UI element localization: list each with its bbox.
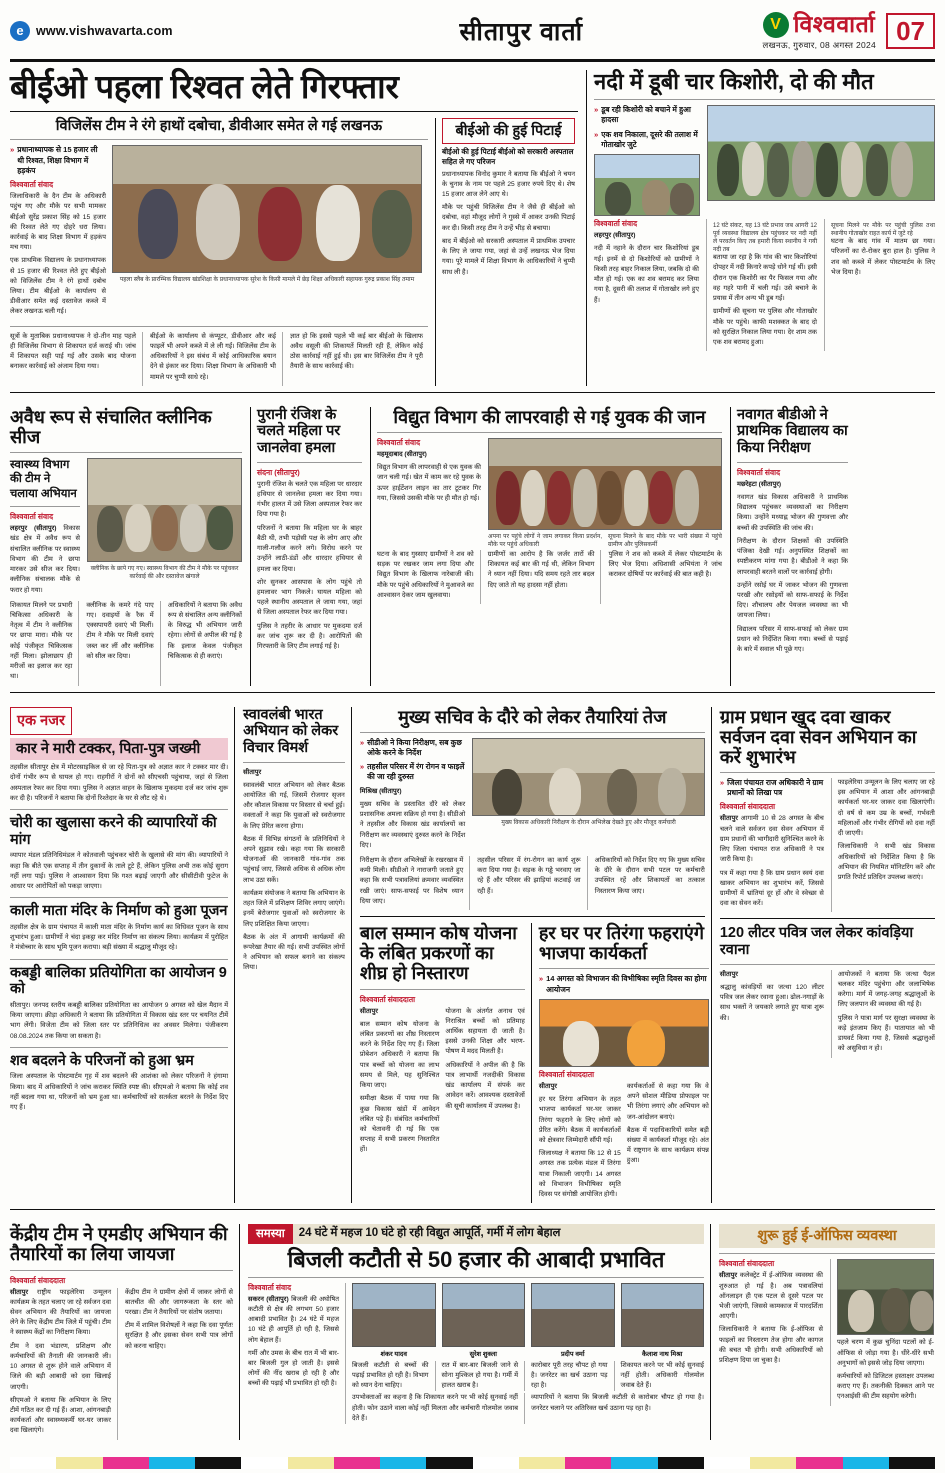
electric-story xyxy=(370,407,722,686)
cs-text-col2: निरीक्षण के दौरान अभिलेखों के रखरखाव में कमी मिली। सीडीओ ने नाराजगी जताते हुए कहा कि सभी पत्रावलियां क्रमवार व्यवस्थित रखी जाएं। साफ-सफाई पर विशेष ध्यान दिया जाए। xyxy=(359,856,464,905)
masthead xyxy=(10,0,935,62)
beating-text: प्रधानाध्यापक विनोद कुमार ने बताया कि बीईओ ने चयन के चुनाव के नाम पर पहले 25 हजार रुपये दिए थे। शेष 15 हजार आज लेने आए थे। मौके पर पहुंची विजिलेंस टीम ने जैसे ही बीईओ को दबोचा, वहां मौजूद लोगों ने गुस्से में आकर उनकी पिटाई कर दी। किसी तरह टीम ने उन्हें भीड़ से बचाया। बाद में बीईओ को सरकारी अस्पताल में प्राथमिक उपचार के लिए ले जाया गया, जहां से उन्हें लखनऊ भेज दिया गया। पूरे मामले में शिक्षा विभाग के आधिकारियों ने चुप्पी साध ली है। xyxy=(442,170,575,276)
mug-name-0: शंकर यादव xyxy=(380,1350,407,1358)
glance-headline-0: कार ने मारी टक्कर, पिता-पुत्र जख्मी xyxy=(16,740,201,757)
mug-photo-2 xyxy=(531,1283,615,1347)
tiranga-text-col1: सीतापुर हर घर तिरंगा अभियान के तहत भाजपा कार्यकर्ता घर-घर जाकर तिरंगा फहराने के लिए लोगों को प्रेरित करेंगे। बैठक में कार्यकर्ताओं को क्षेत्रवार जिम्मेदारी सौंपी गई। जिलाध्यक्ष ने बताया कि 12 से 15 अगस्त तक प्रत्येक मंडल में तिरंगा यात्रा निकाली जाएगी। 14 अगस्त को विभाजन विभीषिका स्मृति दिवस पर संगोष्ठी आयोजित होगी। xyxy=(538,1082,621,1199)
color-swatch xyxy=(658,1457,704,1469)
lead-text-col4: ज्ञात हो कि इससे पहले भी कई बार बीईओ के खिलाफ अवैध वसूली की शिकायतें मिलती रही हैं, लेकिन कोई ठोस कार्रवाई नहीं हुई थी। इस बार विजिलेंस टीम ने पूरी तैयारी के साथ कार्रवाई की। xyxy=(290,332,423,371)
right-stack xyxy=(720,707,935,1204)
clinic-byline: विश्ववार्ता संवाद xyxy=(10,512,54,522)
bdo-headline: नवागत बीडीओ ने प्राथमिक विद्यालय का किया निरीक्षण xyxy=(737,406,848,457)
site-url[interactable]: www.vishwavarta.com xyxy=(36,23,173,38)
color-swatch xyxy=(149,1457,195,1469)
swavlambi-headline: स्वावलंबी भारत अभियान को लेकर विचार विमर्श xyxy=(243,706,339,756)
cf-text-col1: सीतापुर बाल सम्मान कोष योजना के लंबित प्रकरणों का शीघ्र निस्तारण करने के निर्देश दिए गए हैं। जिला प्रोबेशन अधिकारी ने बताया कि पात्र बच्चों को योजना का लाभ समय से मिले, यह सुनिश्चित किया जाए। समीक्षा बैठक में पाया गया कि कुछ विकास खंडों में आवेदन लंबित पड़े हैं। संबंधित कर्मचारियों को चेतावनी दी गई कि एक सप्ताह में सभी प्रकरण निस्तारित हों। xyxy=(359,1007,440,1154)
problem-tag: समस्या xyxy=(248,1224,293,1243)
glance-headline-3: कबड्डी बालिका प्रतियोगिता का आयोजन 9 को xyxy=(10,964,227,998)
tiranga-headline: हर घर पर तिरंगा फहराएंगे भाजपा कार्यकर्ता xyxy=(538,923,704,964)
electric-caption-2: सूचना मिलने के बाद मौके पर भारी संख्या में पहुंचे ग्रामीण और पुलिसकर्मी xyxy=(608,533,722,548)
drown-text-col3: घटना के बाद गांव में मातम छा गया। परिजनों का रो-रोकर बुरा हाल है। पुलिस ने शव को कब्जे में लेकर पोस्टमार्टम के लिए भेज दिया है। xyxy=(831,238,935,276)
pc-headline: बिजली कटौती से 50 हजार की आबादी प्रभावित xyxy=(287,1246,665,1272)
mug-name-1: सुरेश शुक्ला xyxy=(469,1350,497,1358)
drown-caption-right: सूचना मिलने पर मौके पर पहुंची पुलिस तथा स्थानीय गोताखोर राहत कार्य में जुटे रहे xyxy=(831,223,935,238)
lead-photo xyxy=(112,145,422,273)
tiranga-bullets xyxy=(539,974,709,995)
clinic-story xyxy=(10,407,242,686)
glance-text-4: जिला अस्पताल के पोस्टमार्टम गृह में शव बदलने की आशंका को लेकर परिजनों ने हंगामा किया। बाद में अधिकारियों ने जांच कराकर स्थिति स्पष्ट की। सीएमओ ने बताया कि कोई शव नहीं बदला गया था, परिजनों को भ्रम हुआ था। कर्मचारियों को सतर्कता बरतने के निर्देश दिए गए हैं। xyxy=(10,1073,229,1112)
eo-photo xyxy=(837,1259,934,1335)
ct-byline: विश्ववार्ता संवाददाता xyxy=(10,1275,66,1285)
color-swatch xyxy=(796,1457,842,1469)
woman-byline: संदना (सीतापुर) xyxy=(257,467,300,477)
glance-headline-4: शव बदलने के परिजनों को हुआ भ्रम xyxy=(10,1052,194,1069)
v-monogram-icon: V xyxy=(763,12,789,38)
brand-subline: लखनऊ, गुरुवार, 08 अगस्त 2024 xyxy=(762,39,877,50)
drown-bullets xyxy=(594,105,700,150)
top-section xyxy=(10,62,935,386)
masthead-right xyxy=(763,12,935,50)
woman-headline: पुरानी रंजिश के चलते महिला पर जानलेवा हमला xyxy=(257,406,341,457)
electric-text-col4: पुलिस ने शव को कब्जे में लेकर पोस्टमार्टम के लिए भेज दिया। अधिशासी अभियंता ने जांच कराकर दोषियों पर कार्रवाई की बात कही है। xyxy=(608,550,722,579)
water-text-col1: सीतापुर श्रद्धालु कांवड़ियों का जत्था 120 लीटर पवित्र जल लेकर रवाना हुआ। ढोल-नगाड़ों के साथ भक्तों ने जयकारे लगाते हुए यात्रा शुरू की। xyxy=(719,970,824,1022)
second-band xyxy=(10,399,935,686)
cs-bullets xyxy=(360,738,465,783)
brand-top xyxy=(763,12,877,38)
color-swatch xyxy=(10,1457,56,1469)
e-logo-icon: e xyxy=(10,21,30,41)
glance-text-1: व्यापार मंडल प्रतिनिधिमंडल ने कोतवाली पहुंचकर चोरी के खुलासे की मांग की। व्यापारियों ने कहा कि बीते एक सप्ताह में तीन दुकानों के ताले टूटे हैं, लेकिन पुलिस अभी तक कोई सुराग नहीं लगा पाई। पुलिस ने आश्वासन दिया कि गश्त बढ़ाई जाएगी और सीसीटीवी फुटेज के आधार पर आरोपितों को पकड़ा जाएगा। xyxy=(10,852,229,891)
cs-photo-caption: मुख्य विकास अधिकारी निरीक्षण के दौरान अभिलेख देखते हुए और मौजूद कर्मचारी xyxy=(501,819,676,826)
swavlambi-story xyxy=(243,707,352,1204)
drown-text-col1: लहरपुर (सीतापुर) नदी में नहाने के दौरान चार किशोरियां डूब गईं। इनमें से दो किशोरियों को ग्रामीणों ने किसी तरह बाहर निकाल लिया, जबकि दो की मौत हो गई। एक का शव बरामद कर लिया गया है, दूसरी की तलाश में गोताखोर लगे हुए हैं। xyxy=(594,232,699,304)
bdo-byline: विश्ववार्ता संवाद xyxy=(737,467,781,477)
mug-2 xyxy=(531,1283,615,1358)
lower-middle-pair xyxy=(359,923,709,1203)
tiranga-text-col2: कार्यकर्ताओं से कहा गया कि वे अपने सोशल मीडिया प्रोफाइल पर भी तिरंगा लगाएं और अभियान को जन-आंदोलन बनाएं। बैठक में पदाधिकारियों समेत बड़ी संख्या में कार्यकर्ता मौजूद रहे। अंत में राष्ट्रगान के साथ कार्यक्रम संपन्न हुआ। xyxy=(626,1082,709,1165)
cf-byline: विश्ववार्ता संवाददाता xyxy=(359,994,416,1004)
color-swatch xyxy=(704,1457,750,1469)
cs-photo xyxy=(472,738,705,816)
masthead-left xyxy=(10,21,280,41)
lead-column xyxy=(10,70,578,386)
eo-text-col1: सीतापुर कलेक्ट्रेट में ई-ऑफिस व्यवस्था की शुरुआत हो गई है। अब पत्रावलियां ऑनलाइन ही एक पटल से दूसरे पटल पर भेजी जाएंगी, जिससे कामकाज में पारदर्शिता आएगी। जिलाधिकारी ने बताया कि ई-ऑफिस से फाइलों का निस्तारण तेज होगा और कागज की बचत भी होगी। सभी अधिकारियों को प्रशिक्षण दिया जा चुका है। xyxy=(719,1272,823,1365)
middle-stack xyxy=(360,707,712,1204)
electric-photo xyxy=(488,438,722,530)
cs-bullet-0: » सीडीओ ने किया निरीक्षण, सब कुछ ओके करने के निर्देश xyxy=(367,737,462,757)
pc-mug-row xyxy=(352,1283,704,1358)
lead-photo-caption: पहला स्लैब के प्रारम्भिक विद्यालय खंडशिक्षा के प्रधानाध्यापक सुरेश के किसी मामले में छेड़ शिक्षा अधिकारी सहायक गुरुद्र प्रकाश सिंह तमाम xyxy=(119,277,415,284)
drown-text-col2: बताया जा रहा है कि गांव की चार किशोरियां दोपहर में नदी किनारे कपड़े धोने गई थीं। इसी दौरान एक किशोरी का पैर फिसल गया और वह गहरे पानी में चली गई। उसे बचाने के प्रयास में तीन अन्य भी डूब गईं। ग्रामीणों की सूचना पर पुलिस और गोताखोर मौके पर पहुंचे। काफी मशक्कत के बाद दो को सुरक्षित निकाल लिया गया। देर शाम तक एक शव बरामद हुआ। xyxy=(713,254,817,346)
lead-bullet-0: » प्रधानाध्यापक से 15 हजार ली थी रिश्वत, शिक्षा विभाग में हड़कंप xyxy=(17,145,98,175)
mug-1 xyxy=(442,1283,526,1358)
color-swatch xyxy=(380,1457,426,1469)
tiranga-story xyxy=(539,923,709,1203)
bdo-inspect-story xyxy=(730,407,848,686)
water-text-col2: आयोजकों ने बताया कि जत्था पैदल चलकर मंदिर पहुंचेगा और जलाभिषेक करेगा। मार्ग में जगह-जगह श्रद्धालुओं के लिए जलपान की व्यवस्था की गई है। पुलिस ने यात्रा मार्ग पर सुरक्षा व्यवस्था के कड़े इंतजाम किए हैं। यातायात को भी डायवर्ट किया गया है, जिससे श्रद्धालुओं को असुविधा न हो। xyxy=(837,970,935,1053)
third-band xyxy=(10,699,935,1204)
pradhan-bullet-0: » जिला पंचायत राज अधिकारी ने ग्राम प्रधानों को लिखा पत्र xyxy=(727,777,824,798)
glance-text-2: तहसील क्षेत्र के ग्राम पंचायत में काली माता मंदिर के निर्माण कार्य का विधिवत पूजन के साथ शुभारंभ हुआ। ग्रामीणों ने चंदा इकट्ठा कर मंदिर निर्माण का संकल्प लिया। कार्यक्रम में पुरोहित ने मंत्रोच्चार के साथ भूमि पूजन कराया। बड़ी संख्या में श्रद्धालु मौजूद रहे। xyxy=(10,923,229,952)
woman-attack-story xyxy=(250,407,362,686)
beating-headline: बीईओ की हुई पिटाई xyxy=(455,122,562,139)
lead-headline: बीईओ पहला रिश्वत लेते गिरफ्तार xyxy=(10,68,399,105)
pradhan-text-col1: सीतापुर आगामी 10 से 28 अगस्त के बीच चलने वाले सर्वजन दवा सेवन अभियान में ग्राम प्रधानों की भागीदारी सुनिश्चित करने के लिए जिला पंचायत राज अधिकारी ने पत्र जारी किया है। पत्र में कहा गया है कि ग्राम प्रधान स्वयं दवा खाकर अभियान का शुभारंभ करें, जिससे ग्रामीणों में भ्रांतियां दूर हों और वे स्वेच्छा से दवा का सेवन करें। xyxy=(719,815,824,908)
beating-story xyxy=(435,118,575,386)
glance-text-3: सीतापुर। जनपद स्तरीय कबड्डी बालिका प्रतियोगिता का आयोजन 9 अगस्त को खेल मैदान में किया जाएगा। क्रीड़ा अधिकारी ने बताया कि प्रतियोगिता में विकास खंड स्तर पर चयनित टीमें भाग लेंगी। विजेता टीम को जिला स्तर पर प्रतिनिधित्व का अवसर मिलेगा। पंजीकरण 08.08.2024 तक किया जा सकता है। xyxy=(10,1001,229,1040)
electric-text-col2: घटना के बाद गुस्साए ग्रामीणों ने शव को सड़क पर रखकर जाम लगा दिया और विद्युत विभाग के खिलाफ नारेबाजी की। मौके पर पहुंचे अधिकारियों ने मुआवजे का आश्वासन देकर जाम खुलवाया। xyxy=(377,550,474,599)
tiranga-byline: विश्ववार्ता संवाददाता xyxy=(538,1069,595,1079)
water-story xyxy=(720,925,935,1057)
clinic-text-col4: अधिकारियों ने बताया कि अवैध रूप से संचालित अन्य क्लीनिकों के विरुद्ध भी अभियान जारी रहेगा। लोगों से अपील की गई है कि इलाज केवल पंजीकृत चिकित्सक से ही कराएं। xyxy=(167,601,242,660)
clinic-photo-caption: क्लीनिक के छापे गए गए। स्वास्थ्य विभाग की टीम ने मौके पर पहुंचकर कार्रवाई की और दस्तावेज खंगाले xyxy=(90,566,239,581)
pradhan-headline: ग्राम प्रधान खुद दवा खाकर सर्वजन दवा सेवन अभियान का करें शुभारंभ xyxy=(719,706,917,767)
electric-caption-1: अपना पर पहुंचे लोगों ने जाम लगाकर किया प्रदर्शन, मौके पर पहुंचे अधिकारी xyxy=(488,533,602,548)
lead-text-col3: बीईओ के कार्यालय से कंप्यूटर, डीवीआर और कई फाइलें भी अपने कब्जे में ले ली गईं। विजिलेंस टीम के अधिकारियों ने इस संबंध में कोई आधिकारिक बयान देने से इंकार कर दिया। शिक्षा विभाग के अधिकारी भी मामले पर चुप्पी साधे रहे। xyxy=(150,332,276,381)
drown-caption-left: 12 घंटे संकट, यह 13 घंटे प्रभाव जब आगरी 12 पूर्व व्यवस्था विद्यालय क्षेत्र पहुंचकर पर नदी नहीं ले परवर्तन किए तब हमारी किया स्थानीय ने गयी नदी तब xyxy=(713,223,817,254)
mug-0 xyxy=(352,1283,436,1358)
beating-lead: बीईओ की हुई पिटाई बीईओ को सरकारी अस्पताल सहित ले गए परिजन xyxy=(442,147,574,166)
glance-item-0 xyxy=(10,738,228,761)
cs-text-col4: अधिकारियों को निर्देश दिए गए कि मुख्य सचिव के दौरे के दौरान सभी पटल पर कर्मचारी उपस्थित रहें और शिकायतों का तत्काल निस्तारण किया जाए। xyxy=(594,856,705,895)
pradhan-story xyxy=(720,707,935,913)
eo-text-col2: पहले चरण में कुछ चुनिंदा पटलों को ई-ऑफिस से जोड़ा गया है। धीरे-धीरे सभी अनुभागों को इससे जोड़ दिया जाएगा। कर्मचारियों को डिजिटल हस्ताक्षर उपलब्ध कराए गए हैं। तकनीकी दिक्कत आने पर एनआईसी की टीम सहयोग करेगी। xyxy=(837,1339,934,1401)
mug-photo-0 xyxy=(352,1283,436,1347)
chief-secretary-story xyxy=(360,707,705,911)
lead-bullets xyxy=(10,145,106,176)
electric-text-col1: महमूदाबाद (सीतापुर) विद्युत विभाग की लापरवाही से एक युवक की जान चली गई। खेत में काम कर रहे युवक के ऊपर हाईटेंशन लाइन का तार टूटकर गिर गया, जिससे उसकी मौके पर ही मौत हो गई। xyxy=(377,450,482,502)
mug-photo-1 xyxy=(442,1283,526,1347)
edition-title: सीतापुर वार्ता xyxy=(459,17,584,46)
pc-text-col1: सकरन (सीतापुर) बिजली की अघोषित कटौती से क्षेत्र की लगभग 50 हजार आबादी प्रभावित है। 24 घंटे में महज 10 घंटे ही आपूर्ति हो रही है, जिससे लोग बेहाल हैं। गर्मी और उमस के बीच रात में भी बार-बार बिजली गुल हो जाती है। इससे लोगों की नींद खराब हो रही है और बच्चों की पढ़ाई भी प्रभावित हो रही है। xyxy=(248,1295,339,1388)
pc-text-col2: उपभोक्ताओं का कहना है कि शिकायत करने पर भी कोई सुनवाई नहीं होती। फोन उठाने वाला कोई नहीं मिलता और कर्मचारी गोलमोल जवाब देते हैं। xyxy=(352,1394,519,1422)
color-swatch xyxy=(565,1457,611,1469)
pc-quote-1: रात में बार-बार बिजली जाने से सोना मुश्किल हो गया है। गर्मी में हालत खराब है। xyxy=(441,1361,519,1390)
glance-headline-2: काली माता मंदिर के निर्माण को हुआ पूजन xyxy=(10,903,228,920)
color-swatch xyxy=(426,1457,472,1469)
cs-bullet-1: » तहसील परिसर में रंग रोगन व फाइलें की जा रही दुरुस्त xyxy=(367,762,465,782)
electric-byline: विश्ववार्ता संवाद xyxy=(377,437,421,447)
color-swatch xyxy=(611,1457,657,1469)
clinic-text-col2: शिकायत मिलने पर प्रभारी चिकित्सा अधिकारी के नेतृत्व में टीम ने क्लीनिक पर छापा मारा। मौके पर कोई पंजीकृत चिकित्सक नहीं मिला। झोलाछाप ही मरीजों का इलाज कर रहा था। xyxy=(10,601,73,681)
central-team-story xyxy=(10,1224,240,1439)
bdo-text: मछरेहटा (सीतापुर) नवागत खंड विकास अधिकारी ने प्राथमिक विद्यालय पहुंचकर व्यवस्थाओं का निरीक्षण किया। उन्होंने मध्याह्न भोजन की गुणवत्ता और बच्चों की उपस्थिति की जांच की। निरीक्षण के दौरान शिक्षकों की उपस्थिति पंजिका देखी गई। अनुपस्थित शिक्षकों का स्पष्टीकरण मांगा गया है। बीडीओ ने कहा कि लापरवाही बरतने वालों पर कार्रवाई होगी। उन्होंने रसोई घर में जाकर भोजन की गुणवत्ता परखी और रसोइयों को साफ-सफाई के निर्देश दिए। शौचालय और पेयजल व्यवस्था का भी जायजा लिया। विद्यालय परिसर में साफ-सफाई को लेकर ग्राम प्रधान को निर्देशित किया गया। बच्चों से पढ़ाई के बारे में सवाल भी पूछे गए। xyxy=(737,480,848,654)
clinic-kicker: स्वास्थ्य विभाग की टीम ने चलाया अभियान xyxy=(10,459,77,500)
mug-name-2: प्रदीप वर्मा xyxy=(560,1350,585,1358)
clinic-text-col1: लहरपुर (सीतापुर) विकास खंड क्षेत्र में अवैध रूप से संचालित क्लीनिक पर स्वास्थ्य विभाग की टीम ने छापा मारकर उसे सीज कर दिया। क्लीनिक संचालक मौके से फरार हो गया। xyxy=(10,525,80,594)
pc-byline: विश्ववार्ता संवाद xyxy=(248,1282,292,1292)
power-cut-story xyxy=(248,1224,711,1439)
color-swatch xyxy=(241,1457,287,1469)
lead-byline: विश्ववार्ता संवाद xyxy=(10,180,54,190)
lead-text-col2: सूत्रों के मुताबिक प्रधानाध्यापक ने दो-तीन माह पहले ही विजिलेंस विभाग से शिकायत दर्ज कराई थी। जांच में शिकायत सही पाई गई और उसके बाद योजना बनाकर कार्रवाई को अंजाम दिया गया। xyxy=(10,332,136,371)
cs-text-col1: मिश्रिख (सीतापुर) मुख्य सचिव के प्रस्तावित दौरे को लेकर प्रशासनिक अमला सक्रिय हो गया है। सीडीओ ने तहसील और विकास खंड कार्यालयों का निरीक्षण कर व्यवस्थाएं दुरुस्त करने के निर्देश दिए। xyxy=(359,787,466,849)
eo-byline: विश्ववार्ता संवाददाता xyxy=(719,1259,775,1269)
child-fund-story xyxy=(360,923,532,1203)
swavlambi-text: सीतापुर स्वावलंबी भारत अभियान को लेकर बैठक आयोजित की गई, जिसमें रोजगार सृजन और कौशल विकास पर विस्तार से चर्चा हुई। वक्ताओं ने कहा कि युवाओं को स्वरोजगार के लिए प्रेरित करना होगा। बैठक में विभिन्न संगठनों के प्रतिनिधियों ने अपने सुझाव रखे। कहा गया कि सरकारी योजनाओं की जानकारी गांव-गांव तक पहुंचाई जाए, जिससे अधिक से अधिक लोग लाभ उठा सकें। कार्यक्रम संयोजक ने बताया कि अभियान के तहत जिले में प्रशिक्षण शिविर लगाए जाएंगे। इनमें बेरोजगार युवाओं को स्वरोजगार के लिए प्रशिक्षित किया जाएगा। बैठक के अंत में आगामी कार्यक्रमों की रूपरेखा तैयार की गई। सभी उपस्थित लोगों ने अभियान को सफल बनाने का संकल्प लिया। xyxy=(243,768,345,972)
color-swatch xyxy=(56,1457,102,1469)
color-swatch xyxy=(288,1457,334,1469)
electric-text-col3: ग्रामीणों का आरोप है कि जर्जर तारों की शिकायत कई बार की गई थी, लेकिन विभाग ने ध्यान नहीं दिया। यदि समय रहते तार बदल दिए जाते तो यह हादसा नहीं होता। xyxy=(487,550,595,589)
drown-bullet-1: » एक शव निकाला, दूसरे की तलाश में गोताखोर जुटे xyxy=(601,129,698,149)
water-headline: 120 लीटर पवित्र जल लेकर कांवड़िया रवाना xyxy=(719,925,914,959)
cf-text-col2: योजना के अंतर्गत अनाथ एवं निराश्रित बच्चों को प्रतिमाह आर्थिक सहायता दी जाती है। इससे उनकी शिक्षा और भरण-पोषण में मदद मिलती है। अधिकारियों ने अपील की है कि पात्र लाभार्थी नजदीकी विकास खंड कार्यालय में संपर्क कर आवेदन करें। आवश्यक दस्तावेजों की सूची कार्यालय में उपलब्ध है। xyxy=(445,1007,525,1110)
problem-line: 24 घंटे में महज 10 घंटे हो रही विद्युत आपूर्ति, गर्मी में लोग बेहाल xyxy=(298,1227,561,1240)
glance-headline-1: चोरी का खुलासा करने की व्यापारियों की मांग xyxy=(10,815,217,848)
cs-text-col3: तहसील परिसर में रंग-रोगन का कार्य शुरू करा दिया गया है। सड़क के गड्ढे भरवाए जा रहे हैं और परिसर की झाड़ियां कटवाई जा रही हैं। xyxy=(477,856,581,895)
eoffice-story xyxy=(719,1224,935,1439)
lead-text-col1: जिलाधिकारी के दैन टीम के अधिकारी पहुंच गए और मौके पर सभी मामकर बीईओ सुरेंद्र प्रकाश सिंह को 15 हजार की रिश्वत लेते गए दोहरे धरा लिया। कार्रवाई के बाद शिक्षा विभाग में हड़कंप मच गया। एक प्राथमिक विद्यालय के प्रधानाध्यापक से 15 हजार की रिश्वत लेते हुए बीईओ को विजिलेंस टीम ने रंगे हाथों दबोच लिया। टीम बीईओ के कार्यालय से डीवीआर समेत कई दस्तावेज कब्जे में लेकर लखनऊ चली गई। xyxy=(10,193,106,316)
color-swatch xyxy=(473,1457,519,1469)
tiranga-photo xyxy=(539,999,709,1067)
color-swatch xyxy=(750,1457,796,1469)
lead-subhead: विजिलेंस टीम ने रंगे हाथों दबोचा, डीवीआर समेत ले गई लखनऊ xyxy=(55,117,383,134)
masthead-center xyxy=(280,14,763,48)
clinic-headline: अवैध रूप से संचालित क्लीनिक सीज xyxy=(10,406,212,447)
clinic-text-col3: क्लीनिक के कमरे गंदे पाए गए। दवाइयों के रैक में एक्सपायरी दवाएं भी मिलीं। टीम ने मौके पर मिली दवाएं जब्त कर लीं और क्लीनिक को सील कर दिया। xyxy=(86,601,154,660)
color-swatch xyxy=(103,1457,149,1469)
clinic-photo xyxy=(87,458,242,562)
pc-quote-3: शिकायत करने पर भी कोई सुनवाई नहीं होती। अधिकारी गोलमोल जवाब देते हैं। xyxy=(620,1361,705,1390)
pc-quote-2: कारोबार पूरी तरह चौपट हो गया है। जनरेटर का खर्च उठाना पड़ रहा है। xyxy=(531,1361,608,1390)
brand-block xyxy=(763,12,877,50)
drown-column xyxy=(586,70,935,386)
drown-bullet-0: » डूब रही किशोरी को बचाने में हुआ हादसा xyxy=(601,105,691,125)
pradhan-text-col2: फाइलेरिया उन्मूलन के लिए चलाए जा रहे इस अभियान में आशा और आंगनबाड़ी कार्यकर्ता घर-घर जाकर दवा खिलाएंगी। दो वर्ष से कम उम्र के बच्चों, गर्भवती महिलाओं और गंभीर रोगियों को दवा नहीं दी जाएगी। जिलाधिकारी ने सभी खंड विकास अधिकारियों को निर्देशित किया है कि अभियान की नियमित मॉनिटरिंग करें और प्रगति रिपोर्ट प्रतिदिन उपलब्ध कराएं। xyxy=(837,778,935,881)
mug-3 xyxy=(621,1283,705,1358)
ct-headline: केंद्रीय टीम ने एमडीए अभियान की तैयारियों का लिया जायजा xyxy=(10,1224,228,1265)
brand-name: विश्ववार्ता xyxy=(793,11,876,38)
color-swatch xyxy=(843,1457,889,1469)
electric-headline: विद्युत विभाग की लापरवाही से गई युवक की जान xyxy=(393,406,706,427)
tiranga-bullet-0: » 14 अगस्त को विभाजन की विभीषिका स्मृति दिवस का होगा आयोजन xyxy=(546,974,707,994)
drown-byline: विश्ववार्ता संवाद xyxy=(594,219,638,229)
cs-headline: मुख्य सचिव के दौरे को लेकर तैयारियां तेज xyxy=(398,706,667,727)
color-swatch xyxy=(195,1457,241,1469)
pc-quote-0: बिजली कटौती से बच्चों की पढ़ाई प्रभावित हो रही है। विभाग को ध्यान देना चाहिए। xyxy=(352,1361,429,1390)
pradhan-bullets xyxy=(720,778,824,799)
drown-headline: नदी में डूबी चार किशोरी, दो की मौत xyxy=(594,69,874,94)
color-registration-bar xyxy=(10,1457,935,1469)
pc-text-col3: व्यापारियों ने बताया कि बिजली कटौती से कारोबार चौपट हो गया है। जनरेटर चलाने पर अतिरिक्त खर्च उठाना पड़ रहा है। xyxy=(531,1394,704,1412)
color-swatch xyxy=(889,1457,935,1469)
color-swatch xyxy=(519,1457,565,1469)
eo-headline: शुरू हुई ई-ऑफिस व्यवस्था xyxy=(757,1228,897,1245)
page-number: 07 xyxy=(886,13,935,49)
glance-box xyxy=(10,707,235,1204)
glance-text-0: तहसील सीतापुर क्षेत्र में मोटरसाइकिल से जा रहे पिता-पुत्र को अज्ञात कार ने टक्कर मार दी। दोनों गंभीर रूप से घायल हो गए। राहगीरों ने दोनों को सीएचसी पहुंचाया, जहां से जिला अस्पताल रेफर कर दिया गया। पुलिस ने अज्ञात वाहन के खिलाफ मुकदमा दर्ज कर जांच शुरू कर दी है। परिजनों ने बताया कि दोनों रिश्तेदार के घर से लौट रहे थे। xyxy=(10,764,229,802)
cf-headline: बाल सम्मान कोष योजना के लंबित प्रकरणों का शीघ्र हो निस्तारण xyxy=(359,923,517,984)
ct-text-col1: सीतापुर राष्ट्रीय फाइलेरिया उन्मूलन कार्यक्रम के तहत चलाए जा रहे सर्वजन दवा सेवन अभियान की तैयारियों का जायजा लेने के लिए केंद्रीय टीम जिले में पहुंची। टीम ने स्वास्थ्य केंद्रों का निरीक्षण किया। टीम ने दवा भंडारण, प्रशिक्षण और कर्मचारियों की तैनाती की जानकारी ली। 10 अगस्त से शुरू होने वाले अभियान में जिले की बड़ी आबादी को दवा खिलाई जाएगी। सीएमओ ने बताया कि अभियान के लिए टीमें गठित कर दी गई हैं। आशा, आंगनबाड़ी कार्यकर्ता और स्वास्थ्यकर्मी घर-घर जाकर दवा खिलाएंगे। xyxy=(10,1288,111,1435)
drown-photo-small xyxy=(594,154,700,216)
bottom-band xyxy=(10,1216,935,1439)
woman-text: पुरानी रंजिश के चलते एक महिला पर धारदार हथियार से जानलेवा हमला कर दिया गया। गंभीर हालत में उसे जिला अस्पताल रेफर कर दिया गया है। परिजनों ने बताया कि महिला घर के बाहर बैठी थी, तभी पड़ोसी पक्ष के लोग आए और गाली-गलौज करने लगे। विरोध करने पर उन्होंने लाठी-डंडों और धारदार हथियार से हमला कर दिया। शोर सुनकर आसपास के लोग पहुंचे तो हमलावर भाग निकले। घायल महिला को पहले स्थानीय अस्पताल ले जाया गया, जहां से जिला अस्पताल रेफर कर दिया गया। पुलिस ने तहरीर के आधार पर मुकदमा दर्ज कर जांच शुरू कर दी है। आरोपितों की गिरफ्तारी के लिए टीम लगाई गई है। xyxy=(257,480,362,651)
mug-photo-3 xyxy=(621,1283,705,1347)
drown-photo-large xyxy=(707,105,935,201)
ct-text-col2: केंद्रीय टीम ने ग्रामीण क्षेत्रों में जाकर लोगों से बातचीत की और जागरूकता के स्तर को परखा। टीम ने तैयारियों पर संतोष जताया। टीम में शामिल विशेषज्ञों ने कहा कि दवा पूर्णतः सुरक्षित है और इसका सेवन सभी पात्र लोगों को करना चाहिए। xyxy=(125,1288,233,1350)
glance-title: एक नजर xyxy=(17,712,65,729)
color-swatch xyxy=(334,1457,380,1469)
pradhan-byline: विश्ववार्ता संवाददाता xyxy=(719,802,776,812)
mug-name-3: कैलाश नाथ मिश्रा xyxy=(642,1350,683,1358)
